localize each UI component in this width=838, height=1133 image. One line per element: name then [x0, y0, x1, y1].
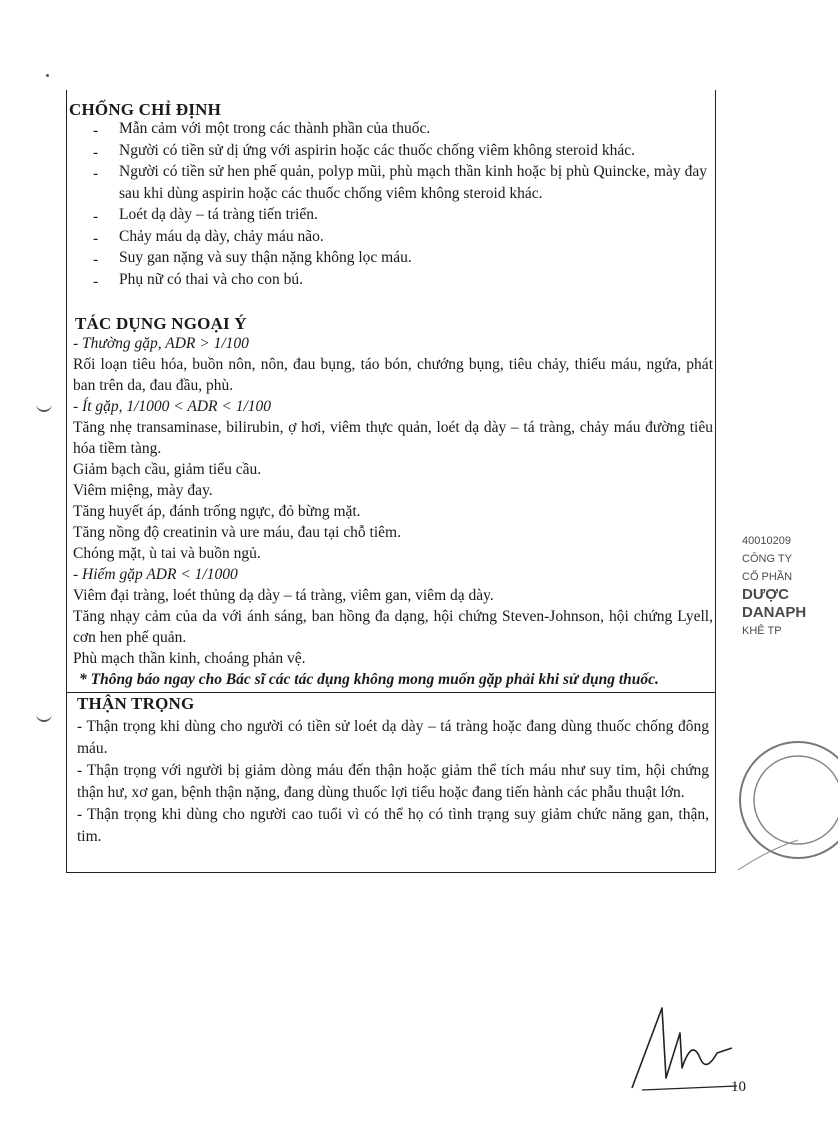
- section-divider: [67, 692, 715, 693]
- stamp-line: DANAPH: [742, 604, 807, 621]
- list-item: - Người có tiền sử dị ứng với aspirin hoặc các thuốc chống viêm không steroid khác.: [67, 140, 707, 162]
- company-stamp: [742, 532, 812, 652]
- rare-line: Phù mạch thần kinh, choáng phản vệ.: [73, 650, 306, 667]
- seal-icon: [728, 730, 838, 870]
- precaution-item: - Thận trọng khi dùng cho người có tiền sử loét dạ dày – tá tràng hoặc đang dùng thuốc chống đông máu.: [77, 718, 709, 757]
- margin-mark: [36, 400, 52, 412]
- uncommon-line: Tăng huyết áp, đánh trống ngực, đỏ bừng mặt.: [73, 503, 361, 520]
- precaution-item: - Thận trọng với người bị giảm dòng máu đến thận hoặc giảm thể tích máu như suy tim, hội chứng thận hư, xơ gan, bệnh thận nặng, đang dùng thuốc lợi tiểu hoặc đang tiến hành các phẫu thuật lớn.: [77, 762, 709, 801]
- page-number: 10: [731, 1079, 746, 1095]
- rare-line: Viêm đại tràng, loét thủng dạ dày – tá tràng, viêm gan, viêm dạ dày.: [73, 587, 494, 604]
- document-frame: [66, 90, 716, 873]
- common-text: Rối loạn tiêu hóa, buồn nôn, nôn, đau bụng, táo bón, chướng bụng, tiêu chảy, thiếu máu, ngứa, phát ban trên da, đau đầu, phù.: [73, 356, 713, 394]
- uncommon-line: Chóng mặt, ù tai và buồn ngủ.: [73, 545, 261, 562]
- stamp-line: 40010209: [742, 535, 791, 547]
- common-label: - Thường gặp, ADR > 1/100: [73, 335, 249, 352]
- precautions-title: THẬN TRỌNG: [77, 694, 195, 713]
- signature-icon: [622, 998, 742, 1098]
- uncommon-line: Viêm miệng, mày đay.: [73, 482, 213, 499]
- side-effects-title: TÁC DỤNG NGOẠI Ý: [75, 314, 247, 333]
- contraindications-list: [67, 118, 707, 290]
- contraindications-title: CHỐNG CHỈ ĐỊNH: [69, 100, 222, 119]
- rare-line: Tăng nhạy cảm của da với ánh sáng, ban hồng đa dạng, hội chứng Steven-Johnson, hội chứng Lyell, cơn hen phế quản.: [73, 608, 713, 646]
- list-item: - Phụ nữ có thai và cho con bú.: [67, 269, 707, 291]
- margin-mark: [36, 710, 52, 722]
- stamp-line: CÔNG TY: [742, 553, 792, 565]
- scan-speck: [46, 74, 49, 77]
- rare-label: - Hiếm gặp ADR < 1/1000: [73, 566, 238, 583]
- list-item: - Mẫn cảm với một trong các thành phần của thuốc.: [67, 118, 707, 140]
- uncommon-label: - Ít gặp, 1/1000 < ADR < 1/100: [73, 398, 272, 415]
- side-effects-body: [73, 333, 713, 690]
- list-item: - Người có tiền sử hen phế quản, polyp mũi, phù mạch thần kinh hoặc bị phù Quincke, mày đay sau khi dùng aspirin hoặc các thuốc chống viêm không steroid khác.: [67, 161, 707, 204]
- stamp-line: CỔ PHẦN: [742, 571, 793, 583]
- uncommon-line: Tăng nhẹ transaminase, bilirubin, ợ hơi, viêm thực quản, loét dạ dày – tá tràng, chảy máu đường tiêu hóa tiềm tàng.: [73, 419, 713, 457]
- uncommon-line: Tăng nồng độ creatinin và ure máu, đau tại chỗ tiêm.: [73, 524, 401, 541]
- warning-note: * Thông báo ngay cho Bác sĩ các tác dụng không mong muốn gặp phải khi sử dụng thuốc.: [79, 671, 659, 688]
- list-item: - Suy gan nặng và suy thận nặng không lọc máu.: [67, 247, 707, 269]
- precaution-item: - Thận trọng khi dùng cho người cao tuổi vì có thể họ có tình trạng suy giảm chức năng gan, thận, tim.: [77, 806, 709, 845]
- stamp-line: KHÊ TP: [742, 625, 782, 637]
- uncommon-line: Giảm bạch cầu, giảm tiểu cầu.: [73, 461, 262, 478]
- stamp-line: DƯỢC: [742, 586, 789, 603]
- list-item: - Chảy máu dạ dày, chảy máu não.: [67, 226, 707, 248]
- precautions-body: [77, 716, 709, 848]
- list-item: - Loét dạ dày – tá tràng tiến triển.: [67, 204, 707, 226]
